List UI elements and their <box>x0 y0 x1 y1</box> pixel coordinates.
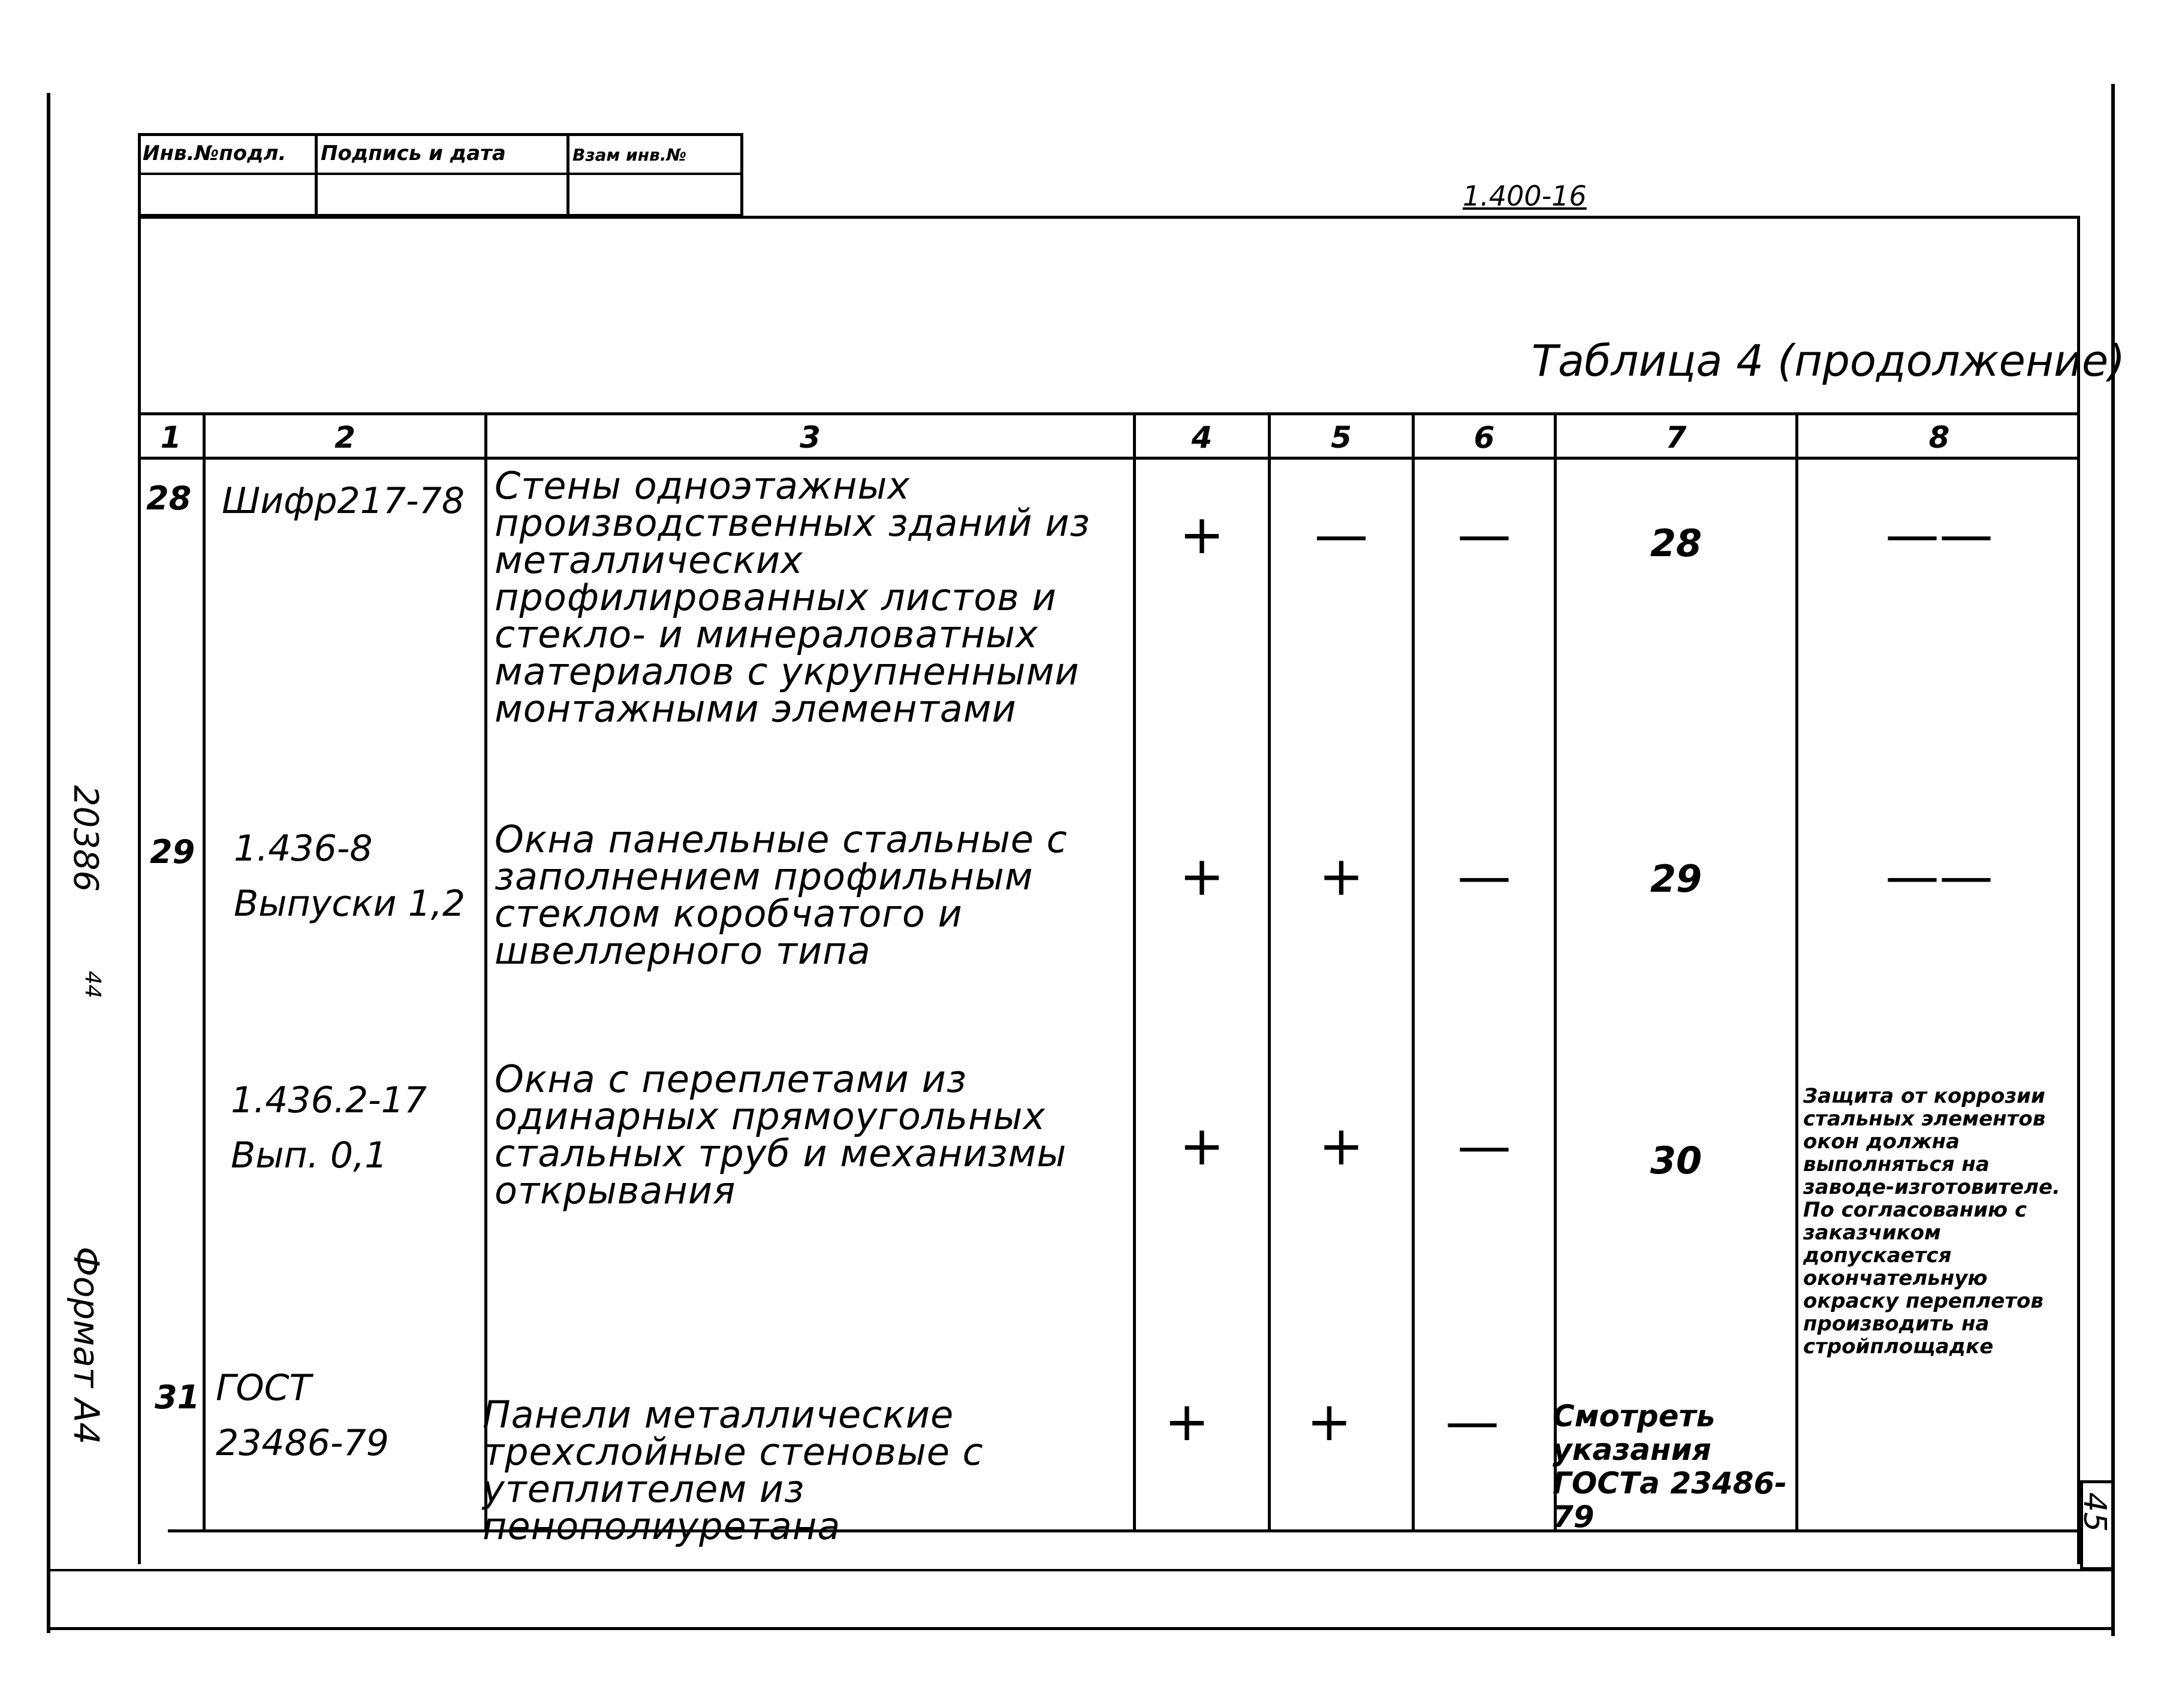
col-divider-1 <box>203 412 206 1531</box>
row-28-col6: — <box>1457 503 1511 566</box>
outer-bottom-border <box>47 1627 2115 1630</box>
row-30-col4: + <box>1179 1115 1225 1178</box>
table-title: Таблица 4 (продолжение) <box>1532 336 2126 386</box>
stamp-inv-podl: Инв.№подл. <box>143 141 287 165</box>
side-inv-number: 20386 <box>66 785 105 892</box>
row-30-col5: + <box>1318 1115 1364 1178</box>
row-29-col6: — <box>1457 845 1511 908</box>
row-29-col8: —— <box>1885 845 1993 908</box>
row-28-col5: — <box>1314 503 1369 566</box>
row-31-num: 31 <box>155 1378 200 1416</box>
col-divider-3 <box>1133 412 1136 1531</box>
page-number: 45 <box>2076 1492 2112 1532</box>
row-31-col5: + <box>1306 1390 1352 1453</box>
row-30-col8: Защита от коррозии стальных элементов окон должна выполняться на заводе-изготовителе. По согласованию с заказчиком допускается окончательную окраску переплетов производить на стройплощадке <box>1803 1084 2060 1359</box>
row-29-col5: + <box>1318 845 1364 908</box>
col-header-4: 4 <box>1191 420 1213 455</box>
row-29-name: Окна панельные стальные с заполнением профильным стеклом коробчатого и швеллерного типа <box>495 817 1068 973</box>
col-divider-4 <box>1268 412 1271 1531</box>
row-29-designation: 1.436-8 Выпуски 1,2 <box>234 828 465 925</box>
outer-right-border <box>2111 84 2115 1636</box>
side-sheet-small: 44 <box>80 971 105 998</box>
outer-left-border <box>47 93 50 1633</box>
col-header-3: 3 <box>800 420 821 455</box>
col-header-6: 6 <box>1473 420 1495 455</box>
row-30-designation: 1.436.2-17 Вып. 0,1 <box>231 1079 427 1176</box>
stamp-col-divider-2 <box>566 133 569 217</box>
row-28-name: Стены одноэтажных производственных зданий из металлических профилированных листов и стекло- и минераловатных материалов с укрупненными монтажными элементами <box>495 464 1090 731</box>
col-divider-5 <box>1412 412 1415 1531</box>
col-header-8: 8 <box>1928 420 1950 455</box>
col-divider-7 <box>1795 412 1798 1531</box>
document-code: 1.400-16 <box>1463 180 1587 212</box>
row-29-num: 29 <box>150 833 195 871</box>
col-divider-2 <box>484 412 487 1531</box>
stamp-vzam-inv: Взам инв.№ <box>572 145 687 165</box>
row-30-name: Окна с переплетами из одинарных прямоугольных стальных труб и механизмы открывания <box>495 1057 1067 1212</box>
side-format: Формат А4 <box>66 1247 107 1445</box>
col-divider-6 <box>1554 412 1557 1531</box>
row-31-name: Панели металлические трехслойные стеновые с утеплителем из пенополиуретана <box>483 1393 984 1548</box>
row-31-col7: Смотреть указания ГОСТа 23486-79 <box>1553 1399 1788 1534</box>
row-28-designation: Шифр217-78 <box>222 480 465 522</box>
col-header-2: 2 <box>334 420 355 455</box>
row-31-designation: ГОСТ 23486-79 <box>216 1367 389 1464</box>
stamp-podpis-data: Подпись и дата <box>321 141 506 165</box>
col-header-1: 1 <box>160 420 182 455</box>
row-30-col7: 30 <box>1650 1139 1702 1182</box>
row-31-col6: — <box>1445 1390 1499 1453</box>
row-31-col4: + <box>1164 1390 1210 1453</box>
row-28-num: 28 <box>146 479 192 517</box>
row-28-col4: + <box>1179 503 1225 566</box>
stamp-col-divider-1 <box>315 133 318 217</box>
row-29-col7: 29 <box>1650 857 1702 901</box>
row-30-col6: — <box>1457 1115 1511 1178</box>
col-header-7: 7 <box>1665 420 1687 455</box>
row-29-col4: + <box>1179 845 1225 908</box>
row-28-col8: —— <box>1885 503 1993 566</box>
frame-lower-line <box>47 1569 2115 1571</box>
row-28-col7: 28 <box>1650 521 1702 565</box>
table-top-line <box>138 412 2080 415</box>
stamp-divider <box>138 173 743 175</box>
col-header-5: 5 <box>1331 420 1352 455</box>
